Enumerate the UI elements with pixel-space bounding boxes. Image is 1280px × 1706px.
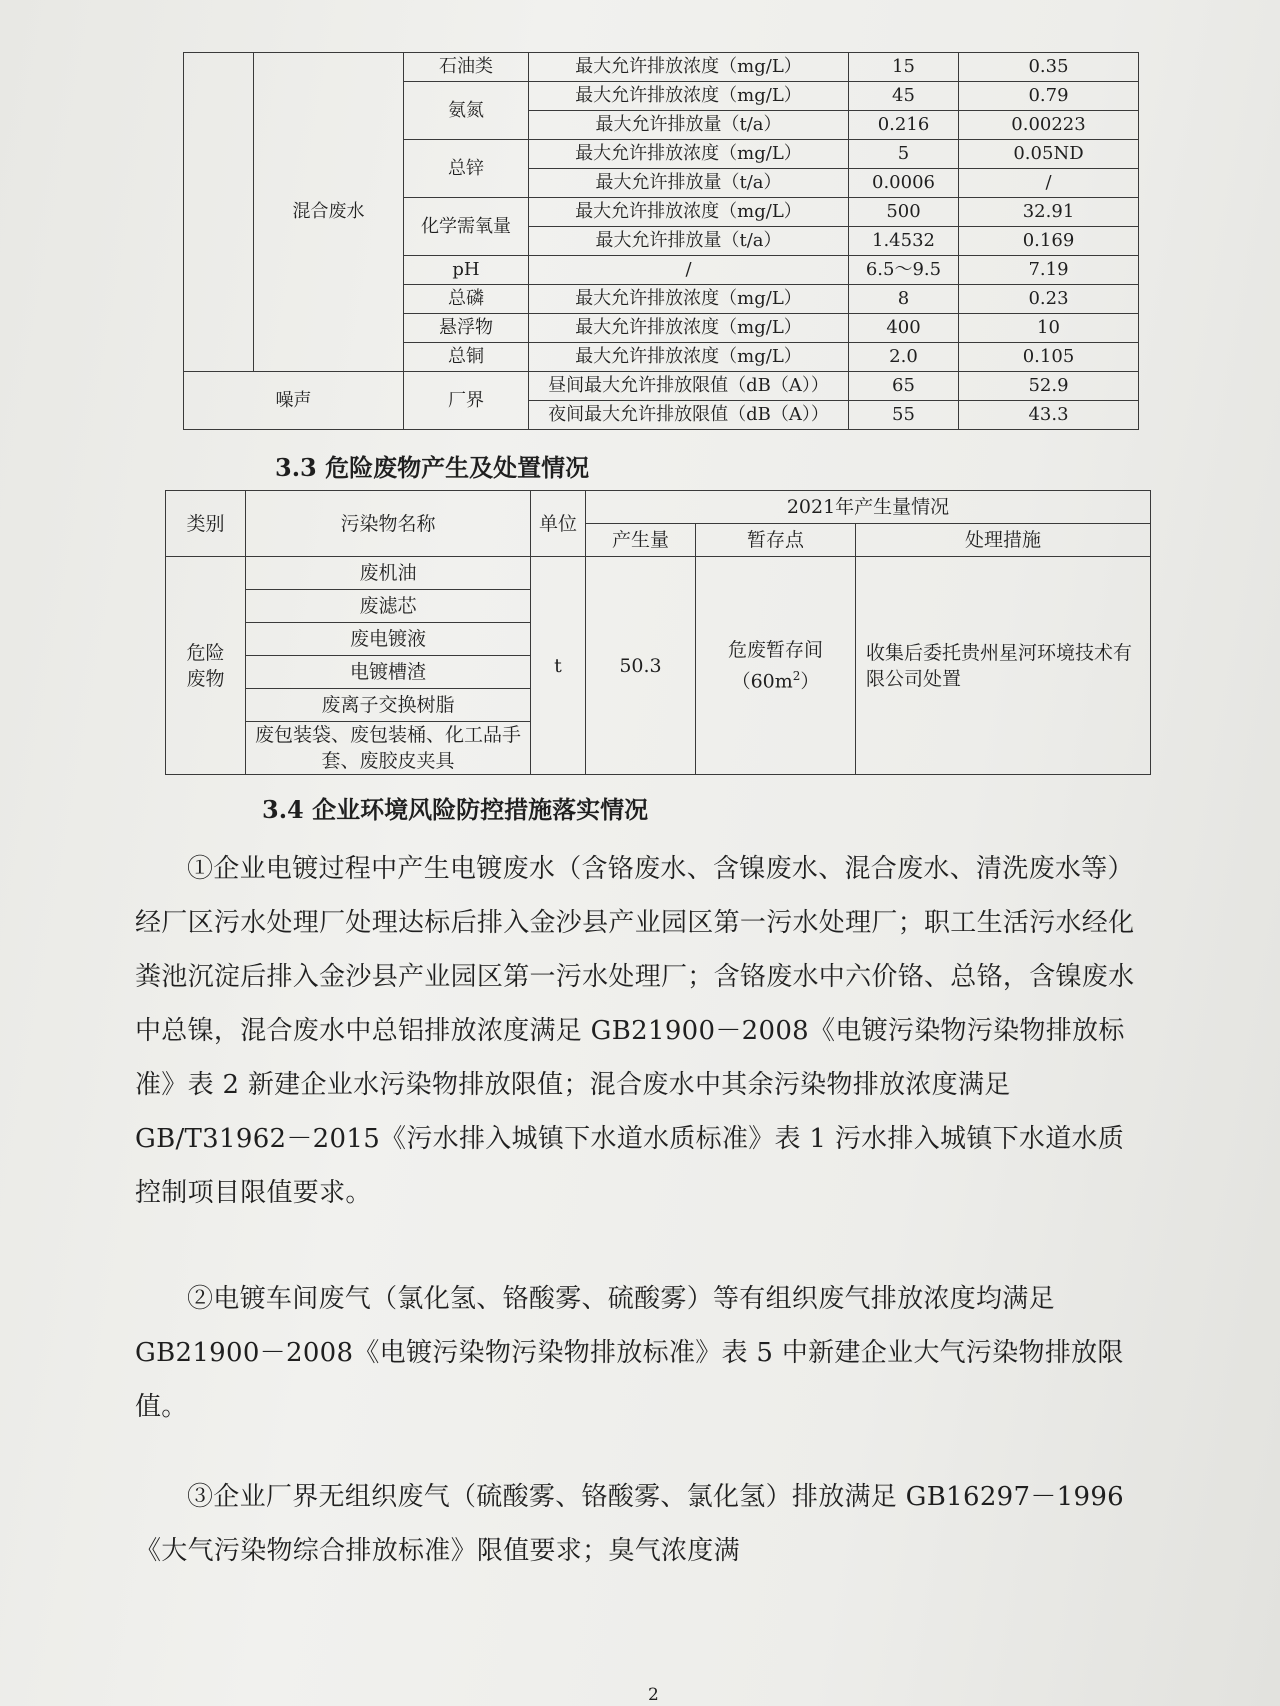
waste-name-cell: 废电镀液 [246, 623, 531, 656]
waste-name-cell: 废离子交换树脂 [246, 689, 531, 722]
measured-cell: 0.169 [959, 227, 1139, 256]
table-row [166, 557, 1151, 590]
indicator-cell: / [529, 256, 849, 285]
header-cell: 处理措施 [856, 524, 1151, 557]
limit-cell: 1.4532 [849, 227, 959, 256]
section-title: 3.3 危险废物产生及处置情况 [275, 453, 590, 482]
indicator-cell: 最大允许排放浓度（mg/L） [529, 343, 849, 372]
measured-cell: 10 [959, 314, 1139, 343]
limit-cell: 0.0006 [849, 169, 959, 198]
limit-cell: 8 [849, 285, 959, 314]
limit-cell: 500 [849, 198, 959, 227]
pollutant-cell: 总锌 [404, 140, 529, 198]
header-cell: 污染物名称 [246, 491, 531, 557]
pollutant-cell: 氨氮 [404, 82, 529, 140]
limit-cell: 2.0 [849, 343, 959, 372]
waste-name-cell: 废滤芯 [246, 590, 531, 623]
indicator-cell: 夜间最大允许排放限值（dB（A）） [529, 401, 849, 430]
measured-cell: 0.79 [959, 82, 1139, 111]
pollutant-cell: 总铜 [404, 343, 529, 372]
limit-cell: 5 [849, 140, 959, 169]
storage-name: 危废暂存间 [727, 638, 823, 661]
pollutant-cell: 悬浮物 [404, 314, 529, 343]
indicator-cell: 昼间最大允许排放限值（dB（A）） [529, 372, 849, 401]
measured-cell: 0.00223 [959, 111, 1139, 140]
paragraph: ①企业电镀过程中产生电镀废水（含铬废水、含镍废水、混合废水、清洗废水等）经厂区污水处理厂处理达标后排入金沙县产业园区第一污水处理厂；职工生活污水经化粪池沉淀后排入金沙县产业园区第一污水处理厂；含铬废水中六价铬、总铬，含镍废水中总镍，混合废水中总铝排放浓度满足 GB21900－2008《电镀污染物污染物排放标准》表 2 新建企业水污染物排放限值；混合废水中其余污染物排放浓度满足 GB/T31962－2015《污水排入城镇下水道水质标准》表 1 污水排入城镇下水道水质控制项目限值要求。 [135, 854, 1135, 1208]
paragraph: ②电镀车间废气（氯化氢、铬酸雾、硫酸雾）等有组织废气排放浓度均满足 GB21900－2008《电镀污染物污染物排放标准》表 5 中新建企业大气污染物排放限值。 [135, 1284, 1124, 1422]
category-cell: 混合废水 [254, 53, 404, 372]
header-cell: 产生量 [586, 524, 696, 557]
header-cell: 2021年产生量情况 [586, 491, 1151, 524]
limit-cell: 0.216 [849, 111, 959, 140]
pollutant-cell: 厂界 [404, 372, 529, 430]
header-cell: 暂存点 [696, 524, 856, 557]
storage-area: （60m [731, 670, 793, 693]
page-number: 2 [648, 1685, 659, 1705]
waste-name-cell: 废包装袋、废包装桶、化工品手套、废胶皮夹具 [246, 722, 531, 775]
measured-cell: 52.9 [959, 372, 1139, 401]
pollutant-cell: 石油类 [404, 53, 529, 82]
limit-cell: 55 [849, 401, 959, 430]
waste-name-cell: 电镀槽渣 [246, 656, 531, 689]
indicator-cell: 最大允许排放量（t/a） [529, 111, 849, 140]
limit-cell: 6.5～9.5 [849, 256, 959, 285]
table-cell [184, 53, 254, 372]
indicator-cell: 最大允许排放浓度（mg/L） [529, 285, 849, 314]
hazardous-waste-table [165, 490, 1151, 775]
measured-cell: 0.23 [959, 285, 1139, 314]
header-cell: 类别 [166, 491, 246, 557]
treatment-cell: 收集后委托贵州星河环境技术有限公司处置 [856, 557, 1151, 775]
indicator-cell: 最大允许排放浓度（mg/L） [529, 140, 849, 169]
category-cell: 噪声 [184, 372, 404, 430]
storage-area-end: ） [800, 670, 820, 693]
measured-cell: 0.35 [959, 53, 1139, 82]
pollutant-cell: 总磷 [404, 285, 529, 314]
header-cell: 单位 [531, 491, 586, 557]
waste-name-cell: 废机油 [246, 557, 531, 590]
amount-cell: 50.3 [586, 557, 696, 775]
table-row [184, 372, 1139, 401]
table-row [184, 53, 1139, 82]
pollutant-cell: 化学需氧量 [404, 198, 529, 256]
limit-cell: 45 [849, 82, 959, 111]
category-cell: 危险废物 [166, 557, 246, 775]
pollutant-cell: pH [404, 256, 529, 285]
indicator-cell: 最大允许排放量（t/a） [529, 169, 849, 198]
limit-cell: 65 [849, 372, 959, 401]
measured-cell: / [959, 169, 1139, 198]
table-header-row [166, 491, 1151, 524]
emission-limits-table [183, 52, 1139, 430]
indicator-cell: 最大允许排放浓度（mg/L） [529, 314, 849, 343]
measured-cell: 0.05ND [959, 140, 1139, 169]
indicator-cell: 最大允许排放浓度（mg/L） [529, 198, 849, 227]
measured-cell: 43.3 [959, 401, 1139, 430]
storage-area-sup: 2 [792, 668, 801, 683]
section-title: 3.4 企业环境风险防控措施落实情况 [262, 795, 649, 824]
storage-cell [696, 557, 856, 775]
paragraph: ③企业厂界无组织废气（硫酸雾、铬酸雾、氯化氢）排放满足 GB16297－1996《大气污染物综合排放标准》限值要求；臭气浓度满 [135, 1482, 1125, 1566]
indicator-cell: 最大允许排放量（t/a） [529, 227, 849, 256]
indicator-cell: 最大允许排放浓度（mg/L） [529, 53, 849, 82]
measured-cell: 7.19 [959, 256, 1139, 285]
unit-cell: t [531, 557, 586, 775]
limit-cell: 400 [849, 314, 959, 343]
measured-cell: 32.91 [959, 198, 1139, 227]
indicator-cell: 最大允许排放浓度（mg/L） [529, 82, 849, 111]
limit-cell: 15 [849, 53, 959, 82]
measured-cell: 0.105 [959, 343, 1139, 372]
